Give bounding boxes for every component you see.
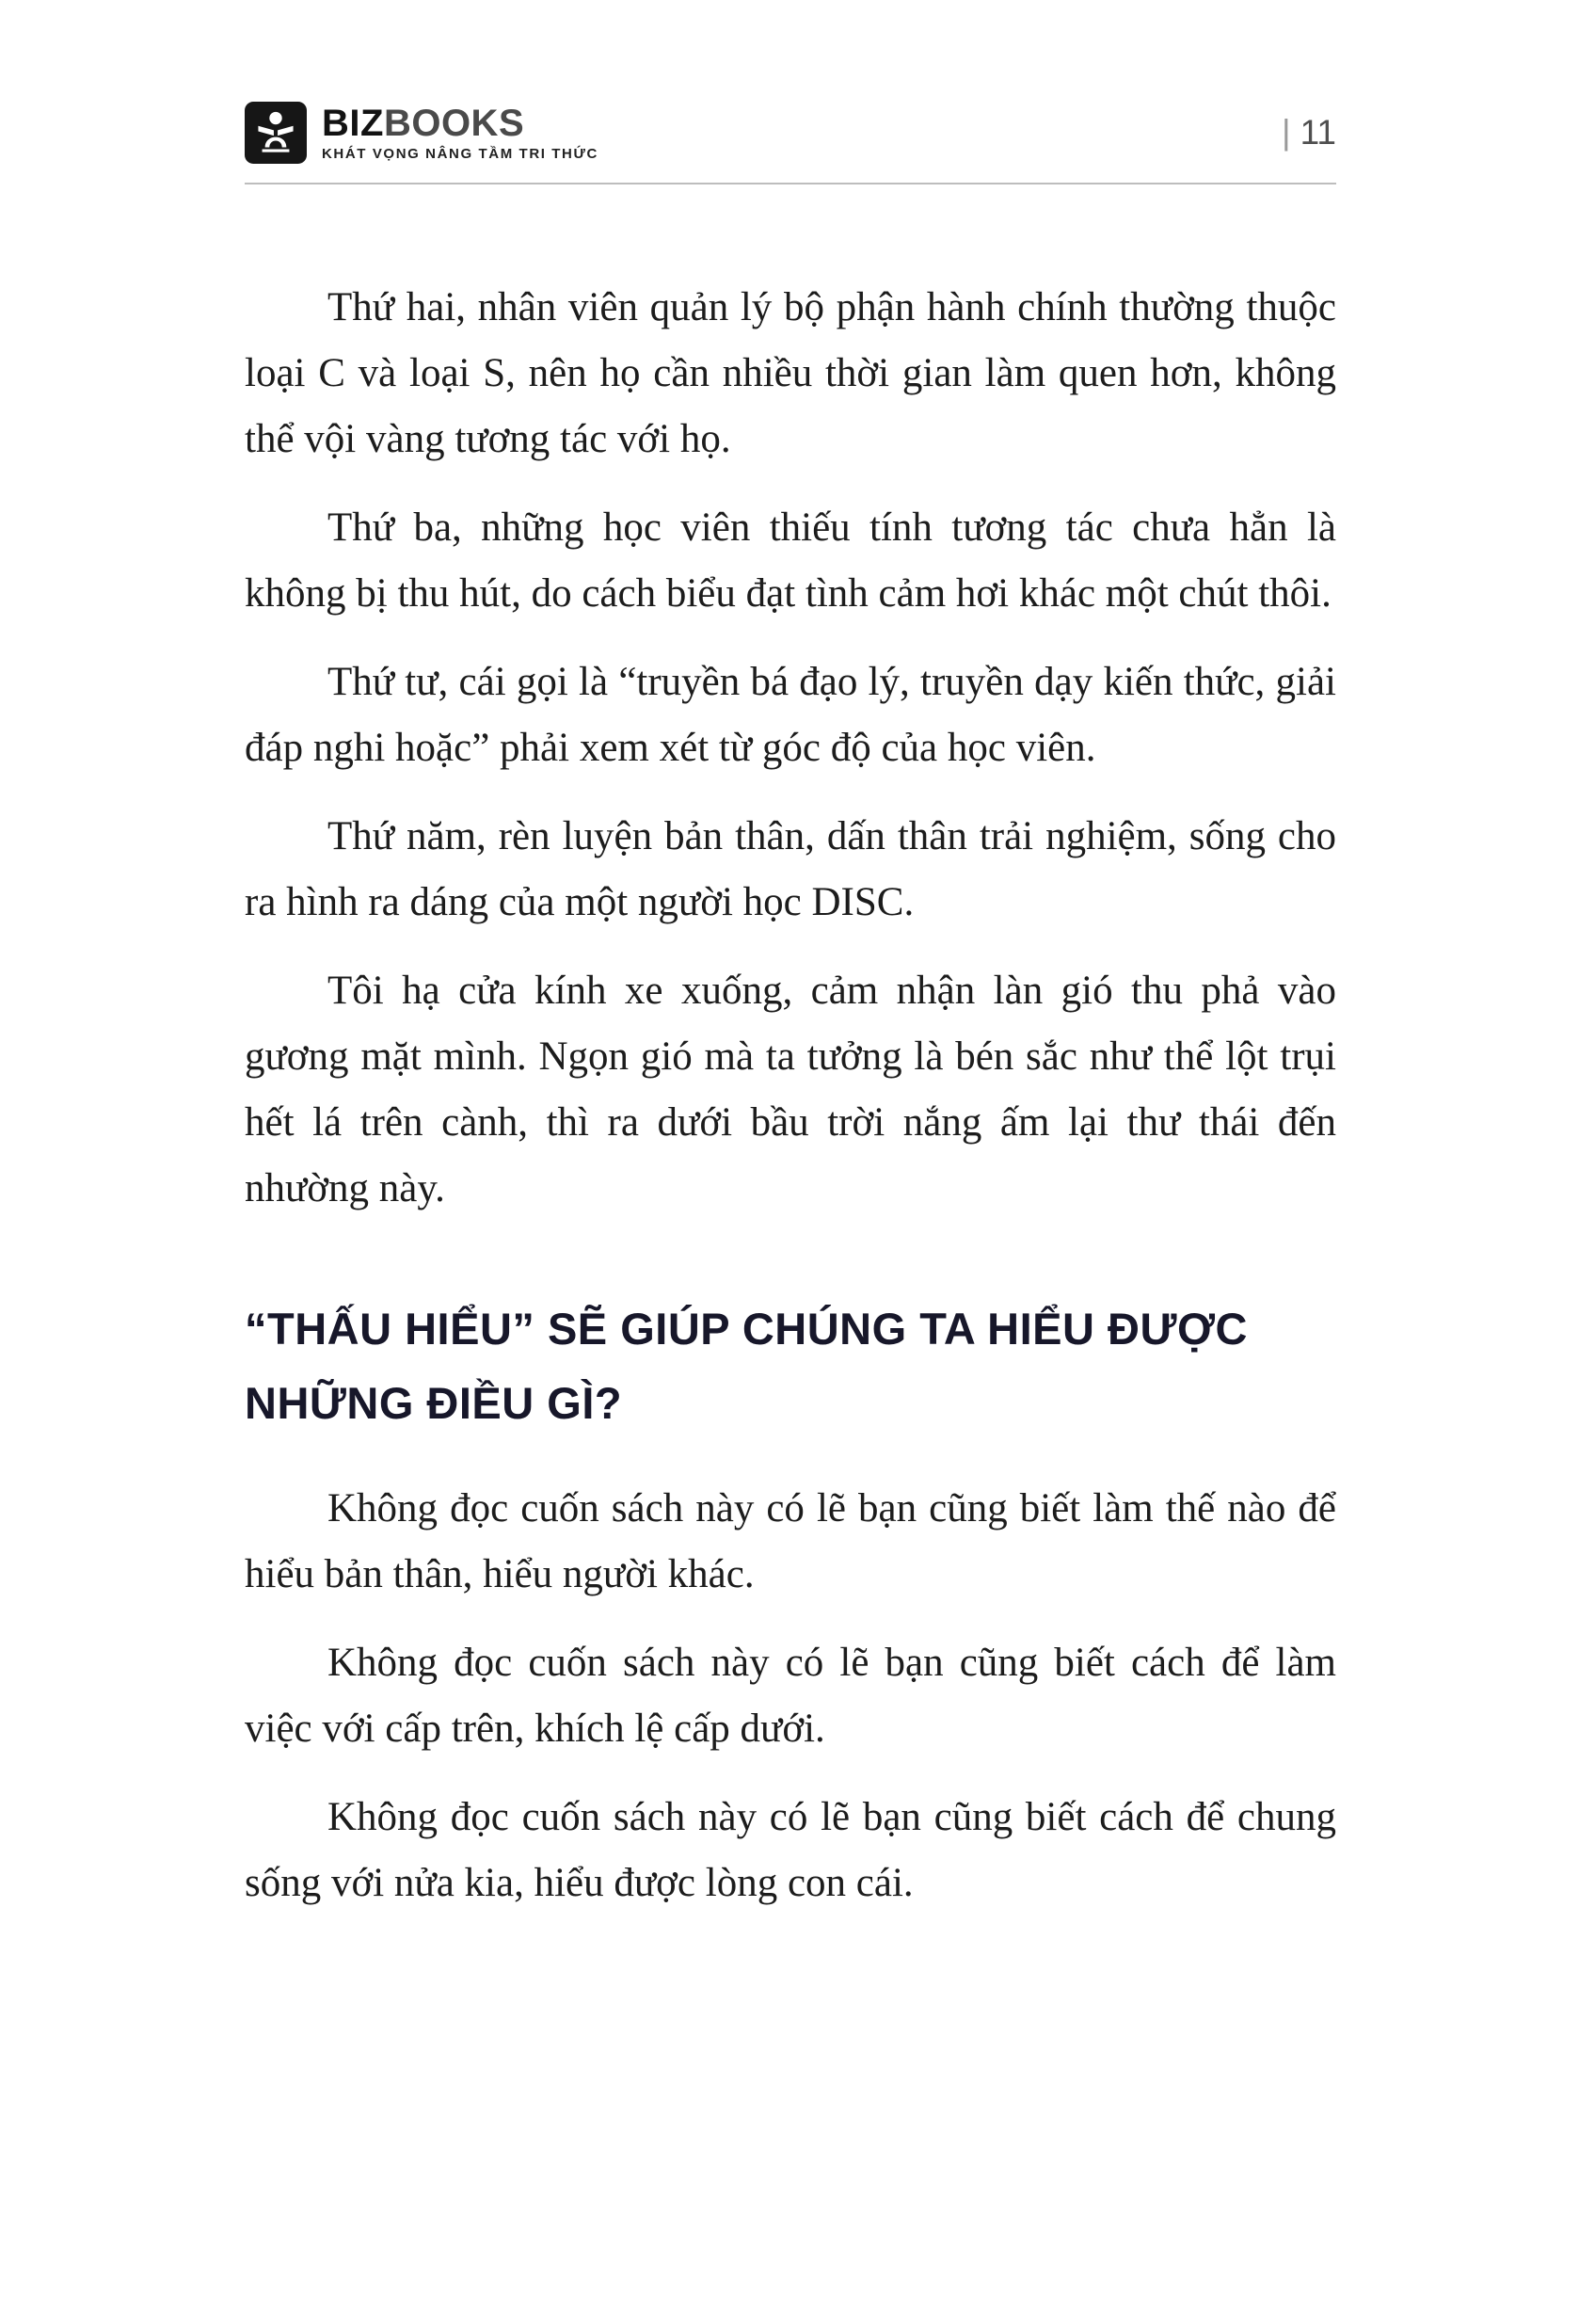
paragraph: Thứ ba, những học viên thiếu tính tương tác chưa hẳn là không bị thu hút, do cách biểu đạt tình cảm hơi khác một chút thôi. xyxy=(245,505,1336,616)
logo-name xyxy=(322,104,598,142)
paragraph: Không đọc cuốn sách này có lẽ bạn cũng biết cách để làm việc với cấp trên, khích lệ cấp dưới. xyxy=(245,1641,1336,1751)
page-content xyxy=(245,184,1336,1916)
paragraph: Thứ tư, cái gọi là “truyền bá đạo lý, truyền dạy kiến thức, giải đáp nghi hoặc” phải xem xét từ góc độ của học viên. xyxy=(245,660,1336,770)
paragraph: Không đọc cuốn sách này có lẽ bạn cũng biết làm thế nào để hiểu bản thân, hiểu người khác. xyxy=(245,1486,1336,1596)
bizbooks-logo-icon xyxy=(245,102,307,164)
page-number-divider: | xyxy=(1281,113,1291,152)
logo-text xyxy=(322,104,598,162)
paragraph: Tôi hạ cửa kính xe xuống, cảm nhận làn gió thu phả vào gương mặt mình. Ngọn gió mà ta tưởng là bén sắc như thể lột trụi hết lá trên cành, thì ra dưới bầu trời nắng ấm lại thư thái đến nhường này. xyxy=(245,969,1336,1210)
page-number xyxy=(1282,113,1336,152)
paragraph: Không đọc cuốn sách này có lẽ bạn cũng biết cách để chung sống với nửa kia, hiểu được lòng con cái. xyxy=(245,1795,1336,1905)
page-number-value: 11 xyxy=(1300,113,1336,152)
publisher-logo xyxy=(245,102,598,164)
logo-name-books: BOOKS xyxy=(383,102,525,144)
section-heading: “THẤU HIỂU” SẼ GIÚP CHÚNG TA HIỂU ĐƯỢC NHỮNG ĐIỀU GÌ? xyxy=(245,1304,1248,1428)
page-header xyxy=(245,102,1336,184)
logo-tagline: KHÁT VỌNG NÂNG TẦM TRI THỨC xyxy=(322,145,598,162)
logo-name-biz: BIZ xyxy=(322,102,384,144)
paragraph: Thứ năm, rèn luyện bản thân, dấn thân trải nghiệm, sống cho ra hình ra dáng của một người học DISC. xyxy=(245,814,1336,924)
paragraph: Thứ hai, nhân viên quản lý bộ phận hành chính thường thuộc loại C và loại S, nên họ cần nhiều thời gian làm quen hơn, không thể vội vàng tương tác với họ. xyxy=(245,285,1336,461)
